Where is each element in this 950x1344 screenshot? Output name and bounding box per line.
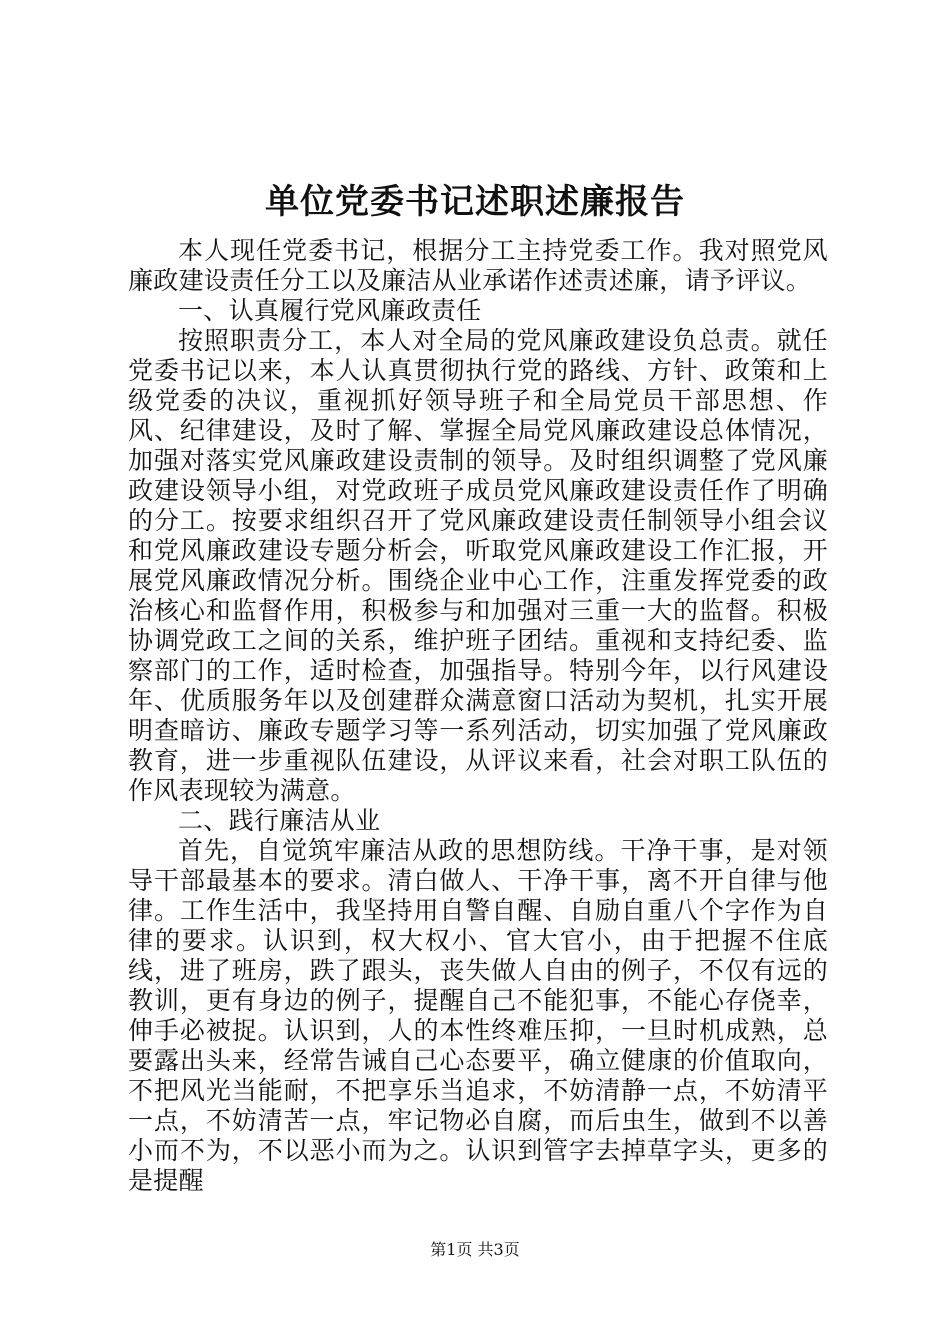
paragraph-intro: 本人现任党委书记，根据分工主持党委工作。我对照党风廉政建设责任分工以及廉洁从业承诺作述责述廉，请予评议。 (128, 236, 828, 295)
section-heading-1: 一、认真履行党风廉政责任 (178, 296, 482, 325)
section-heading-2: 二、践行廉洁从业 (178, 806, 381, 835)
paragraph-section-2: 首先，自觉筑牢廉洁从政的思想防线。干净干事，是对领导干部最基本的要求。清白做人、干净干事，离不开自律与他律。工作生活中，我坚持用自警自醒、自励自重八个字作为自律的要求。认识到，权大权小、官大官小，由于把握不住底线，进了班房，跌了跟头，丧失做人自由的例子，不仅有远的教训，更有身边的例子，提醒自己不能犯事，不能心存侥幸，伸手必被捉。认识到，人的本性终难压抑，一旦时机成熟，总要露出头来，经常告诫自己心态要平，确立健康的价值取向，不把风光当能耐，不把享乐当追求，不妨清静一点，不妨清平一点，不妨清苦一点，牢记物必自腐，而后虫生，做到不以善小而不为，不以恶小而为之。认识到管字去掉草字头，更多的是提醒 (128, 836, 828, 1195)
paragraph-section-1: 按照职责分工，本人对全局的党风廉政建设负总责。就任党委书记以来，本人认真贯彻执行党的路线、方针、政策和上级党委的决议，重视抓好领导班子和全局党员干部思想、作风、纪律建设，及时了解、掌握全局党风廉政建设总体情况，加强对落实党风廉政建设责制的领导。及时组织调整了党风廉政建设领导小组，对党政班子成员党风廉政建设责任作了明确的分工。按要求组织召开了党风廉政建设责任制领导小组会议和党风廉政建设专题分析会，听取党风廉政建设工作汇报，开展党风廉政情况分析。围绕企业中心工作，注重发挥党委的政治核心和监督作用，积极参与和加强对三重一大的监督。积极协调党政工之间的关系，维护班子团结。重视和支持纪委、监察部门的工作，适时检查，加强指导。特别今年，以行风建设年、优质服务年以及创建群众满意窗口活动为契机，扎实开展明查暗访、廉政专题学习等一系列活动，切实加强了党风廉政教育，进一步重视队伍建设，从评议来看，社会对职工队伍的作风表现较为满意。 (128, 326, 828, 805)
document-body (128, 236, 828, 1196)
page-footer: 第1页 共3页 (430, 1240, 520, 1259)
document-title: 单位党委书记述职述廉报告 (265, 182, 685, 222)
